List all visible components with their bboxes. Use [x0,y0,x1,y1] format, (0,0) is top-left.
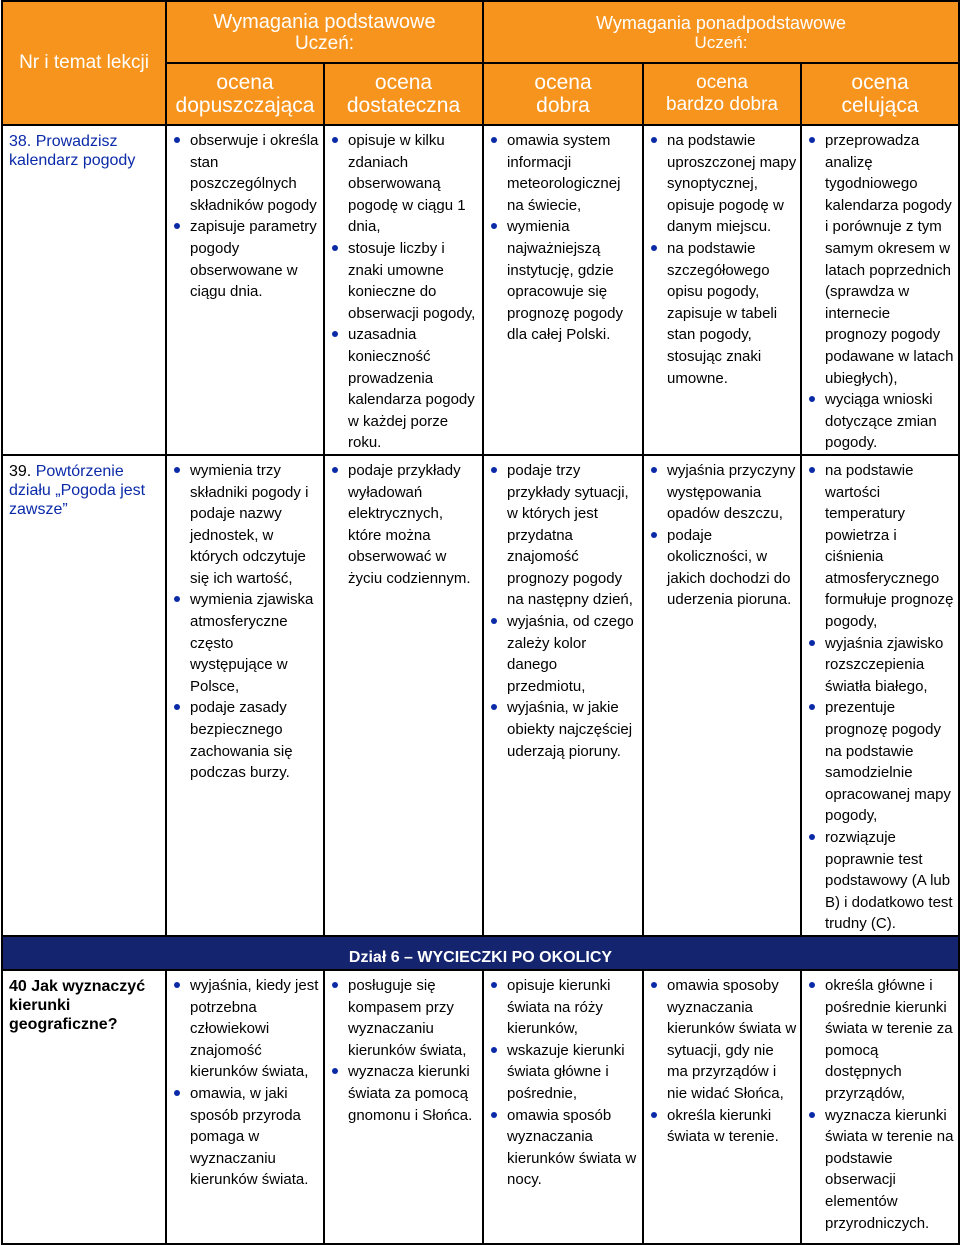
requirement-item: uzasadnia konieczność prowadzenia kalendarza pogody w każdej porze roku. [329,324,479,454]
requirement-item: przeprowadza analizę tygodniowego kalendarza pogody i porównuje z tym samym okresem w latach poprzednich (sprawdza w internecie prognozy pogody podawane w latach ubiegłych), [806,130,955,389]
grade-header-dobra [483,63,643,125]
requirements-cell-bardzo-dobra [643,455,801,936]
grade-label: ocena [534,71,592,94]
requirement-item: wyjaśnia, od czego zależy kolor danego przedmiotu, [488,611,639,697]
requirements-cell-dostateczna [324,455,483,936]
requirement-item: wyjaśnia, kiedy jest potrzebna człowiekowi znajomość kierunków świata, [171,975,320,1083]
requirement-item: określa kierunki świata w terenie. [648,1105,797,1148]
grade-label: ocena [374,71,433,94]
grade-label: ocena [851,71,909,94]
requirement-item: wyznacza kierunki świata w terenie na podstawie obserwacji elementów przyrodniczych. [806,1105,955,1235]
grade-name: dobra [536,94,590,117]
requirements-cell-dostateczna [324,125,483,455]
requirements-cell-bardzo-dobra [643,125,801,455]
requirement-item: omawia system informacji meteorologicznej na świecie, [488,130,639,216]
requirements-cell-dostateczna [324,970,483,1244]
requirements-table [1,0,960,1245]
grade-header-bardzo-dobra [643,63,801,125]
lesson-number: 39. [9,462,32,480]
requirement-item: opisuje kierunki świata na róży kierunków, [488,975,639,1040]
requirement-item: rozwiązuje poprawnie test podstawowy (A lub B) i dodatkowo test trudny (C). [806,827,955,935]
grade-header-dostateczna [324,63,483,125]
requirement-item: zapisuje parametry pogody obserwowane w ciągu dnia. [171,216,320,302]
requirement-item: wymienia trzy składniki pogody i podaje nazwy jednostek, w których odczytuje się ich wartość, [171,460,320,590]
requirement-item: podaje okoliczności, w jakich dochodzi do uderzenia pioruna. [648,525,797,611]
grade-name: dopuszczająca [175,94,315,117]
requirement-item: podaje trzy przykłady sytuacji, w których jest przydatna znajomość prognozy pogody na następny dzień, [488,460,639,611]
lesson-cell [2,970,166,1244]
grade-name: celująca [841,94,919,117]
requirements-cell-dobra [483,970,643,1244]
requirement-item: określa główne i pośrednie kierunki świata w terenie za pomocą dostępnych przyrządów, [806,975,955,1105]
advanced-requirements-sub: Uczeń: [694,33,748,52]
requirement-item: na podstawie wartości temperatury powietrza i ciśnienia atmosferycznego formułuje prognozę pogody, [806,460,955,633]
requirement-item: wymienia najważniejszą instytucję, gdzie opracowuje się prognozę pogody dla całej Polski. [488,216,639,346]
requirement-item: wyjaśnia zjawisko rozszczepienia światła białego, [806,633,955,698]
basic-requirements-title: Wymagania podstawowe [213,11,436,33]
requirement-item: omawia sposoby wyznaczania kierunków świata w sytuacji, gdy nie ma przyrządów i nie widać Słońca, [648,975,797,1105]
requirement-item: stosuje liczby i znaki umowne konieczne do obserwacji pogody, [329,238,479,324]
requirement-item: wyjaśnia, w jakie obiekty najczęściej uderzają pioruny. [488,697,639,762]
requirements-cell-dopuszczajaca [166,125,324,455]
lesson-cell [2,125,166,455]
requirements-cell-celujaca [801,970,959,1244]
requirement-item: prezentuje prognozę pogody na podstawie samodzielnie opracowanej mapy pogody, [806,697,955,827]
advanced-requirements-title: Wymagania ponadpodstawowe [596,13,847,33]
lesson-column-header: Nr i temat lekcji [2,1,166,125]
requirements-cell-celujaca [801,125,959,455]
grade-label: ocena [216,71,274,94]
requirement-item: wymienia zjawiska atmosferyczne często występujące w Polsce, [171,589,320,697]
requirements-cell-dopuszczajaca [166,970,324,1244]
requirements-cell-dobra [483,125,643,455]
section-row [2,936,959,970]
lesson-title: Powtórzenie działu „Pogoda jest zawsze” [9,462,146,518]
requirement-item: wyznacza kierunki świata za pomocą gnomonu i Słońca. [329,1061,479,1126]
section-title: Dział 6 – WYCIECZKI PO OKOLICY [2,936,959,970]
lesson-row-40 [2,970,959,1244]
grade-label: ocena [696,72,748,93]
requirement-item: obserwuje i określa stan poszczególnych składników pogody [171,130,320,216]
requirements-cell-bardzo-dobra [643,970,801,1244]
requirement-item: wyciąga wnioski dotyczące zmian pogody. [806,389,955,454]
header-row-top [2,1,959,63]
lesson-title: 40 Jak wyznaczyć kierunki geograficzne? [9,977,146,1033]
lesson-row-39 [2,455,959,936]
grade-name: dostateczna [346,94,461,117]
requirement-item: omawia, w jaki sposób przyroda pomaga w wyznaczaniu kierunków świata. [171,1083,320,1191]
lesson-cell [2,455,166,936]
requirement-item: wskazuje kierunki świata główne i pośrednie, [488,1040,639,1105]
grade-header-celujaca [801,63,959,125]
requirement-item: podaje przykłady wyładowań elektrycznych, które można obserwować w życiu codziennym. [329,460,479,590]
requirement-item: posługuje się kompasem przy wyznaczaniu kierunków świata, [329,975,479,1061]
lesson-number: 38. [9,133,32,150]
requirement-item: na podstawie uproszczonej mapy synoptycznej, opisuje pogodę w danym miejscu. [648,130,797,238]
requirements-cell-dobra [483,455,643,936]
grade-header-dopuszczajaca [166,63,324,125]
lesson-title: Prowadzisz kalendarz pogody [9,133,136,169]
requirement-item: na podstawie szczegółowego opisu pogody, zapisuje w tabeli stan pogody, stosując znaki umowne. [648,238,797,389]
grade-name: bardzo dobra [666,94,778,115]
requirement-item: wyjaśnia przyczyny występowania opadów deszczu, [648,460,797,525]
advanced-requirements-header [483,1,959,63]
basic-requirements-sub: Uczeń: [294,33,355,54]
requirement-item: omawia sposób wyznaczania kierunków świata w nocy. [488,1105,639,1191]
requirement-item: opisuje w kilku zdaniach obserwowaną pogodę w ciągu 1 dnia, [329,130,479,238]
requirement-item: podaje zasady bezpiecznego zachowania się podczas burzy. [171,697,320,783]
requirements-cell-dopuszczajaca [166,455,324,936]
lesson-row-38 [2,125,959,455]
requirements-cell-celujaca [801,455,959,936]
basic-requirements-header [166,1,483,63]
